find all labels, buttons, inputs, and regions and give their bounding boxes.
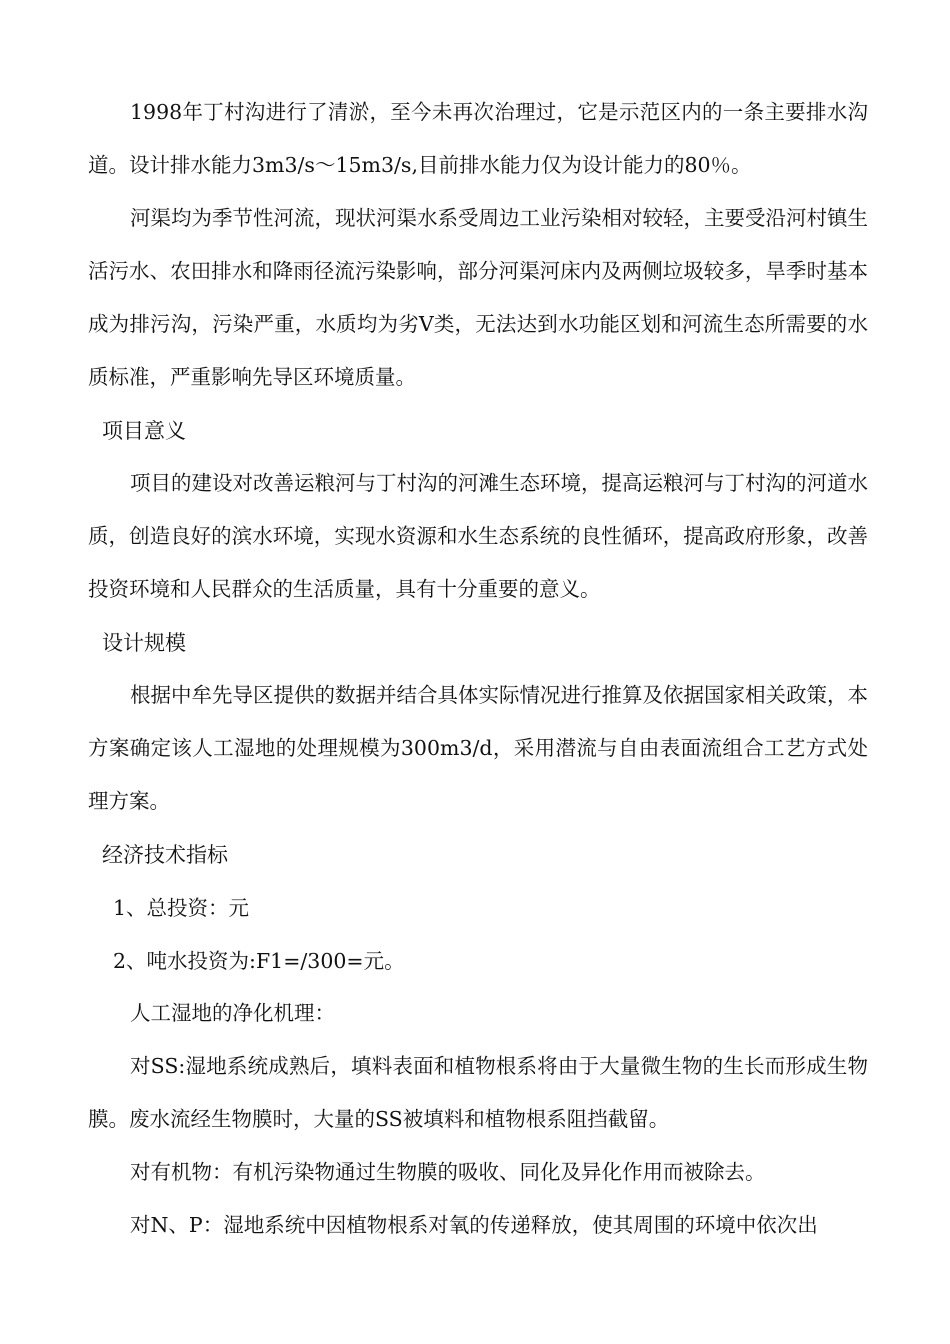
paragraph-ding-village-ditch: 1998年丁村沟进行了清淤，至今未再次治理过，它是示范区内的一条主要排水沟道。设计排水能力3m3/s～15m3/s,目前排水能力仅为设计能力的80％。 xyxy=(88,100,868,177)
list-item-total-investment: 1、总投资：元 xyxy=(113,896,250,920)
paragraph-purification-mechanism: 人工湿地的净化机理： xyxy=(130,1001,335,1025)
paragraph-project-significance: 项目的建设对改善运粮河与丁村沟的河滩生态环境，提高运粮河与丁村沟的河道水质，创造良好的滨水环境，实现水资源和水生态系统的良性循环，提高政府形象，改善投资环境和人民群众的生活质量，具有十分重要的意义。 xyxy=(88,471,868,601)
heading-economic-indicators: 经济技术指标 xyxy=(102,843,228,867)
paragraph-design-scale: 根据中牟先导区提供的数据并结合具体实际情况进行推算及依据国家相关政策，本方案确定该人工湿地的处理规模为300m3/d，采用潜流与自由表面流组合工艺方式处理方案。 xyxy=(88,683,868,813)
heading-design-scale: 设计规模 xyxy=(102,631,186,655)
paragraph-organic-removal: 对有机物：有机污染物通过生物膜的吸收、同化及异化作用而被除去。 xyxy=(130,1160,766,1184)
list-item-per-ton-investment: 2、吨水投资为:F1=/300=元。 xyxy=(113,949,405,973)
paragraph-ss-removal: 对SS:湿地系统成熟后，填料表面和植物根系将由于大量微生物的生长而形成生物膜。废水流经生物膜时，大量的SS被填料和植物根系阻挡截留。 xyxy=(88,1054,868,1131)
paragraph-river-pollution: 河渠均为季节性河流，现状河渠水系受周边工业污染相对较轻，主要受沿河村镇生活污水、农田排水和降雨径流污染影响，部分河渠河床内及两侧垃圾较多，旱季时基本成为排污沟，污染严重，水质均为劣Ⅴ类，无法达到水功能区划和河流生态所需要的水质标准，严重影响先导区环境质量。 xyxy=(88,206,868,389)
heading-project-significance: 项目意义 xyxy=(102,419,186,443)
paragraph-np-removal: 对N、P：湿地系统中因植物根系对氧的传递释放，使其周围的环境中依次出 xyxy=(130,1213,818,1237)
